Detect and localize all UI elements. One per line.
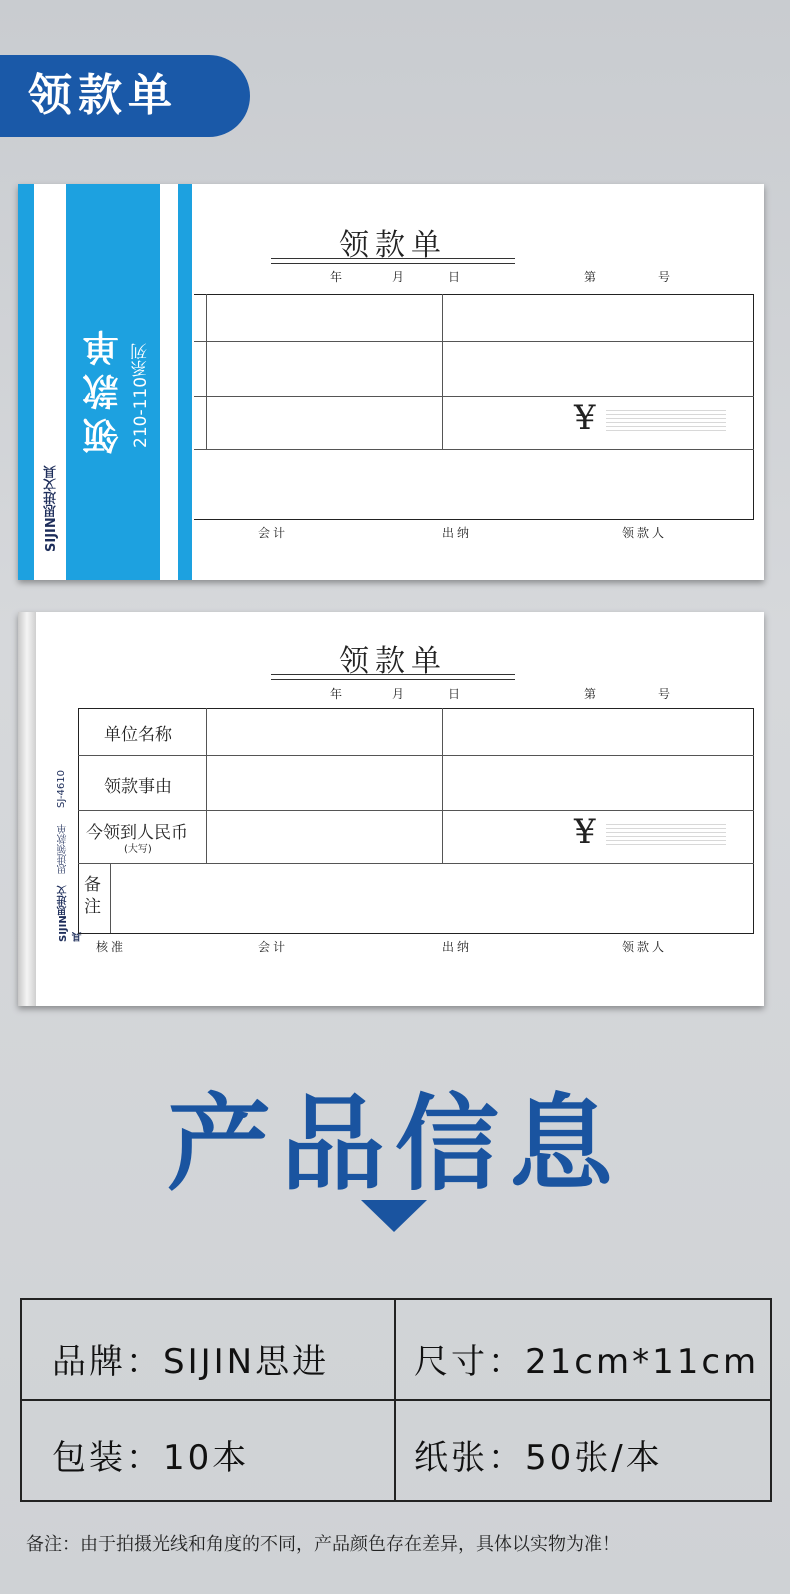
info-paper: 纸张：50张/本: [414, 1438, 663, 1478]
sign-cashier: 出纳: [442, 526, 473, 540]
field-label-unit-name: 单位名称: [104, 725, 172, 745]
amount-lines: [606, 824, 726, 848]
date-year: 年: [330, 270, 343, 284]
sign-receiver: 领款人: [622, 526, 668, 540]
sign-accounting: 会计: [258, 526, 289, 540]
form-title: 领款单: [339, 228, 447, 263]
yen-symbol: ¥: [574, 398, 596, 438]
info-brand: 品牌：SIJIN思进: [52, 1342, 330, 1382]
banner-title: 领款单: [28, 70, 178, 121]
cover-stripe: [178, 184, 192, 580]
number-prefix: 第: [584, 270, 597, 284]
title-underline: [271, 674, 515, 680]
cover-series: 210-110系列: [131, 342, 151, 448]
info-package: 包装：10本: [52, 1438, 250, 1478]
booklet-cover-view: [18, 184, 764, 580]
number-suffix: 号: [658, 687, 671, 701]
cover: [18, 184, 194, 580]
grid-line: [110, 863, 111, 933]
sign-approve: 核准: [96, 940, 127, 954]
spine-name: 思进领款单: [58, 824, 69, 874]
date-month: 月: [392, 687, 405, 701]
banner-tab: [0, 55, 250, 137]
arrow-down-icon: [361, 1200, 427, 1232]
booklet-open-view: [18, 612, 764, 1006]
reason-field[interactable]: [208, 756, 750, 809]
number-suffix: 号: [658, 270, 671, 284]
date-month: 月: [392, 270, 405, 284]
date-day: 日: [448, 687, 461, 701]
spine-brand: SIJIN思进文具: [58, 885, 84, 942]
form-title: 领款单: [339, 644, 447, 679]
yen-symbol: ¥: [574, 812, 596, 852]
date-day: 日: [448, 270, 461, 284]
info-size: 尺寸：21cm*11cm: [414, 1342, 760, 1382]
title-underline: [271, 258, 515, 264]
grid-line: [442, 294, 443, 449]
cover-title: 领款单: [83, 322, 124, 454]
field-label-amount-sub: (大写): [124, 844, 152, 855]
disclaimer-note: 备注：由于拍摄光线和角度的不同，产品颜色存在差异，具体以实物为准！: [26, 1534, 620, 1555]
field-label-remark: 备注: [84, 875, 101, 917]
grid-line: [206, 294, 207, 449]
field-label-reason: 领款事由: [104, 777, 172, 797]
number-prefix: 第: [584, 687, 597, 701]
sign-accounting: 会计: [258, 940, 289, 954]
unit-name-field[interactable]: [208, 709, 750, 754]
sign-receiver: 领款人: [622, 940, 668, 954]
remark-field[interactable]: [112, 864, 750, 931]
amount-lines: [606, 410, 726, 434]
sign-cashier: 出纳: [442, 940, 473, 954]
spine-code: SJ-4610: [56, 770, 67, 808]
table-divider: [394, 1298, 396, 1500]
product-info-heading: 产品信息: [166, 1083, 623, 1205]
spine: [18, 612, 36, 1006]
date-year: 年: [330, 687, 343, 701]
cover-stripe: [18, 184, 34, 580]
grid-line: [206, 708, 207, 863]
cover-brand: SIJIN思进文具: [44, 465, 59, 552]
field-label-amount: 今领到人民币: [86, 823, 188, 843]
